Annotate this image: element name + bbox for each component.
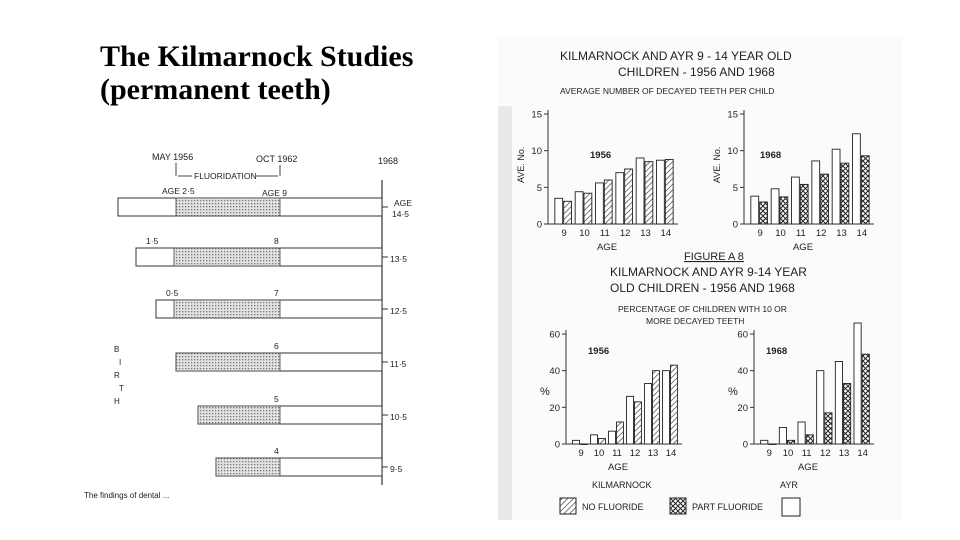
y-tick-label: 20 xyxy=(549,402,560,414)
bar-hatch-10 xyxy=(584,193,592,224)
top-heading-line-2: CHILDREN - 1956 AND 1968 xyxy=(618,65,775,79)
x-tick-label: 14 xyxy=(857,448,868,459)
header-1968: 1968 xyxy=(378,156,399,166)
birth-letter: B xyxy=(114,345,120,354)
fluoridation-label: FLUORIDATION xyxy=(194,171,257,181)
y-tick-label: 5 xyxy=(536,182,542,194)
y-tick-label: 15 xyxy=(531,109,542,121)
bar-crosshatch-13 xyxy=(841,163,849,224)
page-title xyxy=(100,40,413,106)
caption: The findings of dental ... xyxy=(84,491,170,500)
y-tick-label: 10 xyxy=(727,146,738,158)
y-tick-label: 15 xyxy=(727,109,738,121)
legend-swatch-ayr xyxy=(782,498,800,516)
x-tick-label: 10 xyxy=(775,228,786,239)
bar-open-11 xyxy=(596,183,604,224)
bar-open-10 xyxy=(771,189,779,224)
bar-open-11 xyxy=(798,422,805,444)
bar-open-11 xyxy=(609,431,616,444)
y-axis-label: AVE. No. xyxy=(516,146,526,183)
top-heading-line-1: KILMARNOCK AND AYR 9 - 14 YEAR OLD xyxy=(560,49,792,63)
y-axis-label: AVE. No. xyxy=(712,146,722,183)
bar-open-14 xyxy=(853,134,861,224)
x-tick-label: 12 xyxy=(815,228,827,239)
bar-open-9 xyxy=(751,196,759,224)
birth-letter: R xyxy=(114,371,120,380)
x-axis-label: AGE xyxy=(607,462,629,473)
bar-hatch-12 xyxy=(635,402,642,444)
row-start-age: 0·5 xyxy=(166,288,179,298)
bar-crosshatch-9 xyxy=(760,202,768,224)
bar-open-13 xyxy=(636,158,644,224)
y-tick-label: 10 xyxy=(531,146,542,158)
bar-crosshatch-13 xyxy=(844,384,851,445)
timeline-rows xyxy=(118,198,412,476)
bar-open-12 xyxy=(627,396,634,444)
x-tick-label: 12 xyxy=(629,448,641,459)
x-tick-label: 11 xyxy=(801,448,812,459)
row-oct1962-age: 5 xyxy=(274,394,279,404)
x-tick-label: 11 xyxy=(612,448,622,459)
row-oct1962-age: 8 xyxy=(274,236,279,246)
panel-year: 1968 xyxy=(760,150,782,161)
bar-open-9 xyxy=(761,440,768,444)
fluoridation-period xyxy=(198,406,280,424)
panel-year: 1956 xyxy=(590,150,612,161)
row-1968-age: 14·5 xyxy=(392,209,410,219)
bar-open-10 xyxy=(591,435,598,444)
bar-open-9 xyxy=(555,198,563,224)
figure-a8 xyxy=(498,36,902,520)
bar-open-11 xyxy=(792,177,800,224)
bar-crosshatch-9 xyxy=(769,444,776,445)
bar-open-12 xyxy=(812,161,820,224)
bottom-subheading-line-1: PERCENTAGE OF CHILDREN WITH 10 OR xyxy=(618,304,787,314)
legend-swatch-part-fluoride xyxy=(670,498,686,514)
bar-hatch-14 xyxy=(671,365,678,444)
x-tick-label: 11 xyxy=(795,228,806,239)
bar-open-13 xyxy=(835,362,842,445)
x-tick-label: 12 xyxy=(619,228,631,239)
bar-open-14 xyxy=(854,323,861,444)
x-axis-label: AGE xyxy=(797,462,819,473)
bar-hatch-12 xyxy=(625,169,633,224)
bar-open-13 xyxy=(832,149,840,224)
bar-crosshatch-10 xyxy=(788,440,795,444)
bar-crosshatch-11 xyxy=(806,435,813,444)
x-tick-label: 9 xyxy=(757,228,763,239)
row-1968-age: 9·5 xyxy=(390,464,403,474)
bar-hatch-14 xyxy=(665,159,673,224)
y-tick-label: 40 xyxy=(737,366,748,378)
x-tick-label: 9 xyxy=(766,448,772,459)
bar-crosshatch-12 xyxy=(821,174,829,224)
bar-hatch-11 xyxy=(617,422,624,444)
row-1968-age-prefix: AGE xyxy=(394,198,412,208)
row-start-age: 1·5 xyxy=(146,236,159,246)
bar-open-14 xyxy=(657,160,665,224)
y-tick-label: 0 xyxy=(732,219,738,231)
bar-crosshatch-12 xyxy=(825,413,832,444)
header-may-1956: MAY 1956 xyxy=(152,152,194,162)
bar-open-10 xyxy=(575,192,583,224)
y-tick-label: 60 xyxy=(549,329,560,341)
x-tick-label: 9 xyxy=(561,228,567,239)
fluoridation-period xyxy=(174,248,280,266)
x-tick-label: 13 xyxy=(640,228,651,239)
top-subheading: AVERAGE NUMBER OF DECAYED TEETH PER CHILD xyxy=(560,86,775,96)
y-axis-label: % xyxy=(540,386,550,398)
row-oct1962-age: 6 xyxy=(274,341,279,351)
bottom-subheading-line-2: MORE DECAYED TEETH xyxy=(646,316,745,326)
title-line-1: The Kilmarnock Studies xyxy=(100,40,414,73)
row-1968-age: 11·5 xyxy=(390,359,407,369)
legend-swatch-no-fluoride xyxy=(560,498,576,514)
bottom-heading-line-1: KILMARNOCK AND AYR 9-14 YEAR xyxy=(610,265,807,279)
y-tick-label: 60 xyxy=(737,329,748,341)
bar-crosshatch-10 xyxy=(780,197,788,224)
y-tick-label: 40 xyxy=(549,366,560,378)
ayr-label: AYR xyxy=(780,480,798,490)
fluoridation-period xyxy=(176,353,280,371)
y-tick-label: 20 xyxy=(737,402,748,414)
fluoridation-period xyxy=(176,198,280,216)
birth-letters xyxy=(114,345,124,406)
x-tick-label: 9 xyxy=(578,448,584,459)
bar-open-12 xyxy=(616,173,624,224)
y-tick-label: 5 xyxy=(732,182,738,194)
bar-hatch-13 xyxy=(653,371,660,444)
panel-year: 1956 xyxy=(588,346,610,357)
x-tick-label: 12 xyxy=(820,448,831,459)
bar-crosshatch-14 xyxy=(861,156,869,224)
panel-year: 1968 xyxy=(766,346,788,357)
x-tick-label: 14 xyxy=(665,448,677,459)
kilmarnock-label: KILMARNOCK xyxy=(592,480,652,490)
y-tick-label: 0 xyxy=(536,219,542,231)
birth-letter: I xyxy=(119,358,122,367)
x-tick-label: 13 xyxy=(836,228,847,239)
row-oct1962-age: 4 xyxy=(274,446,279,456)
x-axis-label: AGE xyxy=(792,242,814,253)
x-tick-label: 14 xyxy=(856,228,868,239)
end-age-label: AGE 9 xyxy=(262,188,288,198)
row-1968-age: 12·5 xyxy=(390,306,408,316)
row-1968-age: 13·5 xyxy=(390,254,408,264)
fluoridation-period xyxy=(216,458,280,476)
bottom-heading-line-2: OLD CHILDREN - 1956 AND 1968 xyxy=(610,281,795,295)
x-tick-label: 10 xyxy=(782,448,794,459)
bar-hatch-10 xyxy=(599,439,606,445)
title-line-2: (permanent teeth) xyxy=(100,73,331,106)
figure-label: FIGURE A 8 xyxy=(684,251,744,263)
row-oct1962-age: 7 xyxy=(274,288,279,298)
header-oct-1962: OCT 1962 xyxy=(256,154,298,164)
fluoridation-timeline xyxy=(80,140,420,500)
legend-no-fluoride: NO FLUORIDE xyxy=(582,502,644,512)
bar-open-9 xyxy=(573,440,580,444)
x-tick-label: 13 xyxy=(647,448,659,459)
birth-letter: T xyxy=(119,384,124,393)
x-tick-label: 10 xyxy=(579,228,590,239)
x-tick-label: 11 xyxy=(599,228,610,239)
row-1968-age: 10·5 xyxy=(390,412,408,422)
bar-open-12 xyxy=(817,371,824,444)
bar-hatch-13 xyxy=(645,162,653,224)
bar-crosshatch-14 xyxy=(862,354,869,444)
bar-crosshatch-11 xyxy=(800,184,808,224)
bar-open-10 xyxy=(779,428,786,445)
bar-open-14 xyxy=(663,371,670,444)
x-tick-label: 14 xyxy=(660,228,672,239)
y-axis-label: % xyxy=(728,386,738,398)
bar-open-13 xyxy=(645,384,652,445)
birth-letter: H xyxy=(114,397,120,406)
fluoridation-period xyxy=(174,300,280,318)
y-tick-label: 0 xyxy=(554,439,560,451)
bar-hatch-9 xyxy=(564,201,572,224)
bar-hatch-9 xyxy=(581,444,588,445)
x-tick-label: 13 xyxy=(838,448,850,459)
bar-hatch-11 xyxy=(604,180,612,224)
y-tick-label: 0 xyxy=(742,439,748,451)
x-axis-label: AGE xyxy=(596,242,618,253)
legend-part-fluoride: PART FLUORIDE xyxy=(692,502,764,512)
start-age-label: AGE 2·5 xyxy=(162,186,195,196)
x-tick-label: 10 xyxy=(593,448,605,459)
